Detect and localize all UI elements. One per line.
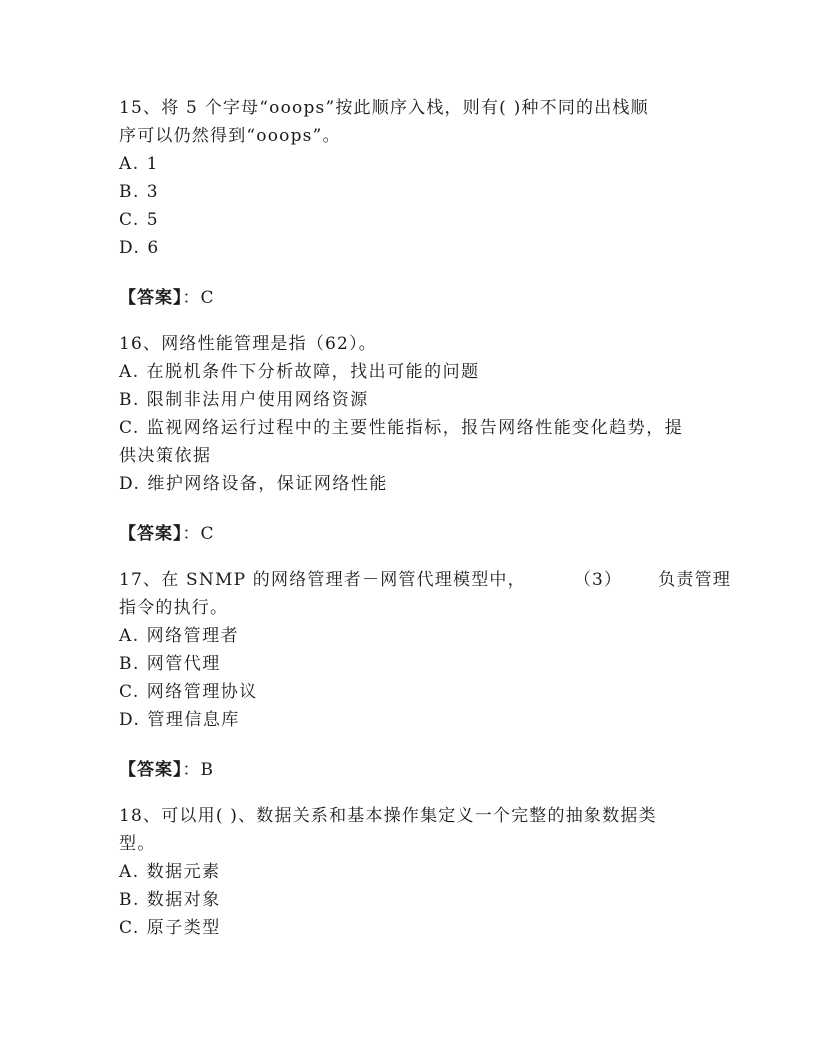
question-stem-blank: （3） [573, 570, 623, 590]
option-a: A. 在脱机条件下分析故障，找出可能的问题 [119, 362, 480, 382]
question-stem: 16、网络性能管理是指（62）。 [119, 334, 377, 354]
option-c: C. 原子类型 [119, 918, 221, 938]
question-17 [119, 566, 732, 734]
question-stem: 15、将 5 个字母“ooops”按此顺序入栈，则有( )种不同的出栈顺 [119, 98, 649, 118]
option-a: A. 网络管理者 [119, 626, 240, 646]
question-stem [119, 566, 732, 594]
answer-label: 【答案】 [119, 760, 183, 780]
question-18 [119, 802, 699, 942]
option-b: B. 网管代理 [119, 654, 221, 674]
option-b: B. 数据对象 [119, 890, 221, 910]
option-b: B. 3 [119, 182, 160, 202]
document-page [119, 94, 732, 942]
question-stem-part: 负责管理 [658, 570, 732, 590]
answer-17 [119, 756, 699, 784]
answer-label: 【答案】 [119, 288, 183, 308]
answer-value: B [200, 760, 214, 780]
answer-value: C [200, 288, 215, 308]
option-c: C. 网络管理协议 [119, 682, 258, 702]
question-15 [119, 94, 699, 262]
option-d: D. 管理信息库 [119, 710, 240, 730]
answer-value: C [200, 524, 215, 544]
question-stem: 型。 [119, 834, 156, 854]
question-stem: 指令的执行。 [119, 598, 229, 618]
option-d: D. 6 [119, 238, 160, 258]
option-a: A. 数据元素 [119, 862, 221, 882]
option-b: B. 限制非法用户使用网络资源 [119, 390, 369, 410]
question-16 [119, 330, 699, 498]
question-stem: 序可以仍然得到“ooops”。 [119, 126, 341, 146]
option-c: C. 5 [119, 210, 160, 230]
answer-separator: ： [182, 524, 201, 544]
answer-separator: ： [182, 760, 201, 780]
question-stem-part: 17、在 SNMP 的网络管理者－网管代理模型中， [119, 570, 526, 590]
question-stem: 18、可以用( )、数据关系和基本操作集定义一个完整的抽象数据类 [119, 806, 657, 826]
answer-separator: ： [182, 288, 201, 308]
answer-16 [119, 520, 699, 548]
answer-15 [119, 284, 699, 312]
option-d: D. 维护网络设备，保证网络性能 [119, 474, 388, 494]
option-c: C. 监视网络运行过程中的主要性能指标，报告网络性能变化趋势，提 [119, 418, 684, 438]
answer-label: 【答案】 [119, 524, 183, 544]
option-a: A. 1 [119, 154, 159, 174]
option-c-continued: 供决策依据 [119, 446, 212, 466]
